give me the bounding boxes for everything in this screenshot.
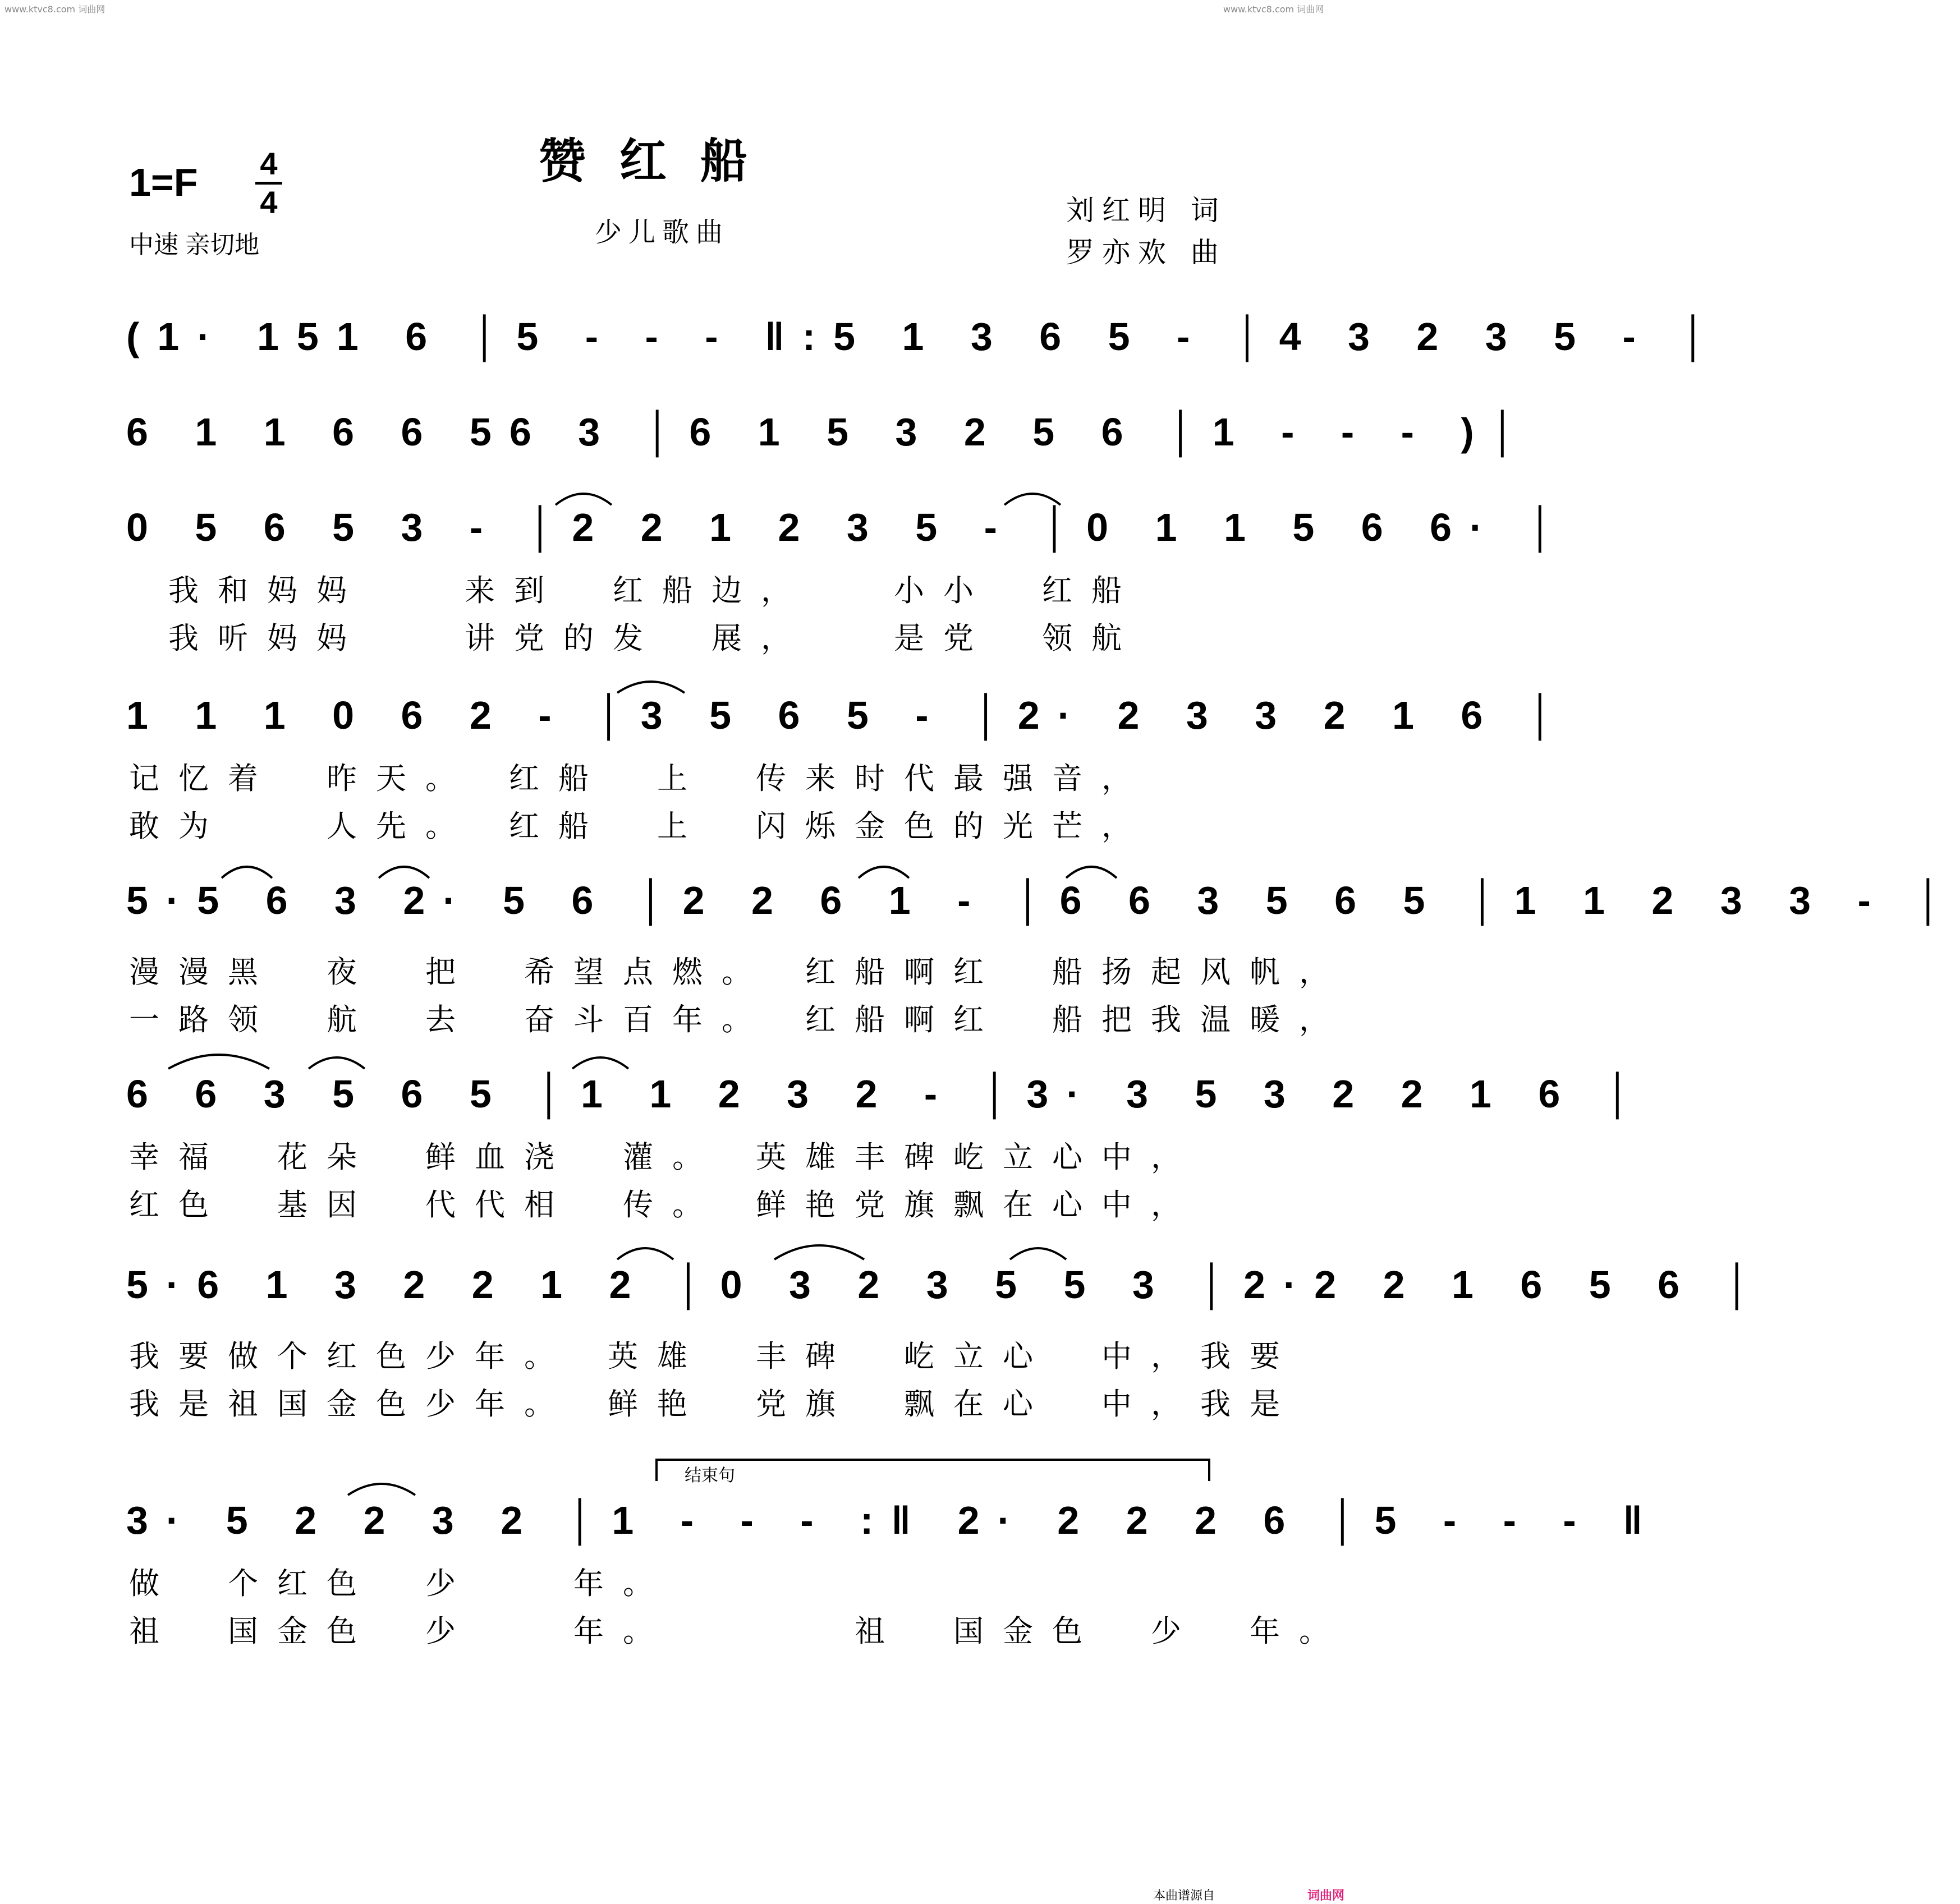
slur xyxy=(859,867,909,878)
slur xyxy=(774,1245,864,1259)
score-line-7-lyric-1: 我要做个红色少年。 英雄 丰碑 屹立心 中，我要 xyxy=(129,1339,1299,1374)
score-line-4-lyric-2: 敢为 人先。 红船 上 闪烁金色的光芒， xyxy=(129,808,1151,844)
score-line-8-lyric-2: 祖 国金色 少 年。 祖 国金色 少 年。 xyxy=(129,1613,1348,1649)
score-line-4-notes: 1 1 1 0 6 2 - │3 5 6 5 - │2· 2 3 3 2 1 6 │ xyxy=(126,693,1572,737)
meter-bottom: 4 xyxy=(260,185,278,220)
score-line-8-notes: 3· 5 2 2 3 2 │1 - - - :‖ 2· 2 2 2 6 │5 - - - ‖ xyxy=(126,1498,1661,1542)
score-line-8-lyric-1: 做 个红色 少 年。 xyxy=(129,1566,672,1601)
slur xyxy=(222,867,272,878)
score-line-2-notes: 6 1 1 6 6 56 3 │6 1 5 3 2 5 6 │1 - - - )│ xyxy=(126,410,1535,454)
corner-watermark-right: www.ktvc8.com 词曲网 xyxy=(1223,4,1324,15)
score-line-5-lyric-1: 漫漫黑 夜 把 希望点燃。 红船啊红 船扬起风帆， xyxy=(129,954,1348,990)
song-subtitle: 少儿歌曲 xyxy=(595,217,730,248)
key-signature: 1=F xyxy=(129,160,198,204)
score-line-6-lyric-2: 红色 基因 代代相 传。 鲜艳党旗飘在心中， xyxy=(129,1187,1200,1222)
composer-credit: 罗亦欢 曲 xyxy=(1066,236,1227,269)
slur xyxy=(348,1484,415,1495)
score-line-6-notes: 6 6 3 5 6 5 │1 1 2 3 2 - │3· 3 5 3 2 2 1 6 │ xyxy=(126,1072,1650,1116)
slur xyxy=(1066,867,1117,878)
slur xyxy=(556,494,612,505)
slur xyxy=(617,682,685,693)
corner-watermark-left: www.ktvc8.com 词曲网 xyxy=(4,4,105,15)
ending-label: 结束句 xyxy=(685,1466,735,1485)
slur xyxy=(572,1057,628,1069)
slur xyxy=(1010,1248,1066,1259)
meter-top: 4 xyxy=(260,146,278,181)
score-line-7-lyric-2: 我是祖国金色少年。 鲜艳 党旗 飘在心 中，我是 xyxy=(129,1386,1299,1422)
score-line-3-notes: 0 5 6 5 3 - │2 2 1 2 3 5 - │0 1 1 5 6 6· │ xyxy=(126,505,1572,549)
score-line-5-notes: 5·5 6 3 2· 5 6 │2 2 6 1 - │6 6 3 5 6 5 │1 1 2 3 3 - │ xyxy=(126,879,1960,922)
score-line-6-lyric-1: 幸福 花朵 鲜血浇 灌。 英雄丰碑屹立心中， xyxy=(129,1139,1200,1175)
lyricist-credit: 刘红明 词 xyxy=(1066,194,1227,227)
footer-logo: 词曲网 xyxy=(1307,1889,1345,1903)
slur xyxy=(309,1057,365,1069)
slur xyxy=(168,1055,269,1069)
score-line-5-lyric-2: 一路领 航 去 奋斗百年。 红船啊红 船把我温暖， xyxy=(129,1002,1348,1037)
footer-source-text: 本曲谱源自 xyxy=(1153,1889,1215,1903)
ending-bracket xyxy=(657,1460,1209,1481)
score-line-3-lyric-2: 我听妈妈 讲党的发 展， 是党 领航 xyxy=(168,620,1141,656)
score-line-4-lyric-1: 记忆着 昨天。 红船 上 传来时代最强音， xyxy=(129,761,1151,796)
slur xyxy=(617,1248,673,1259)
slur xyxy=(1004,494,1061,505)
slur xyxy=(379,867,429,878)
score-line-1-notes: (1· 151 6 │5 - - - ‖:5 1 3 6 5 - │4 3 2 3 5 - │ xyxy=(126,315,1725,358)
score-line-3-lyric-1: 我和妈妈 来到 红船边， 小小 红船 xyxy=(168,573,1141,608)
score-line-7-notes: 5·6 1 3 2 2 1 2 │0 3 2 3 5 5 3 │2·2 2 1 6 5 6 │ xyxy=(126,1263,1769,1307)
tempo-marking: 中速 亲切地 xyxy=(129,231,260,259)
song-title: 赞红船 xyxy=(539,133,782,188)
